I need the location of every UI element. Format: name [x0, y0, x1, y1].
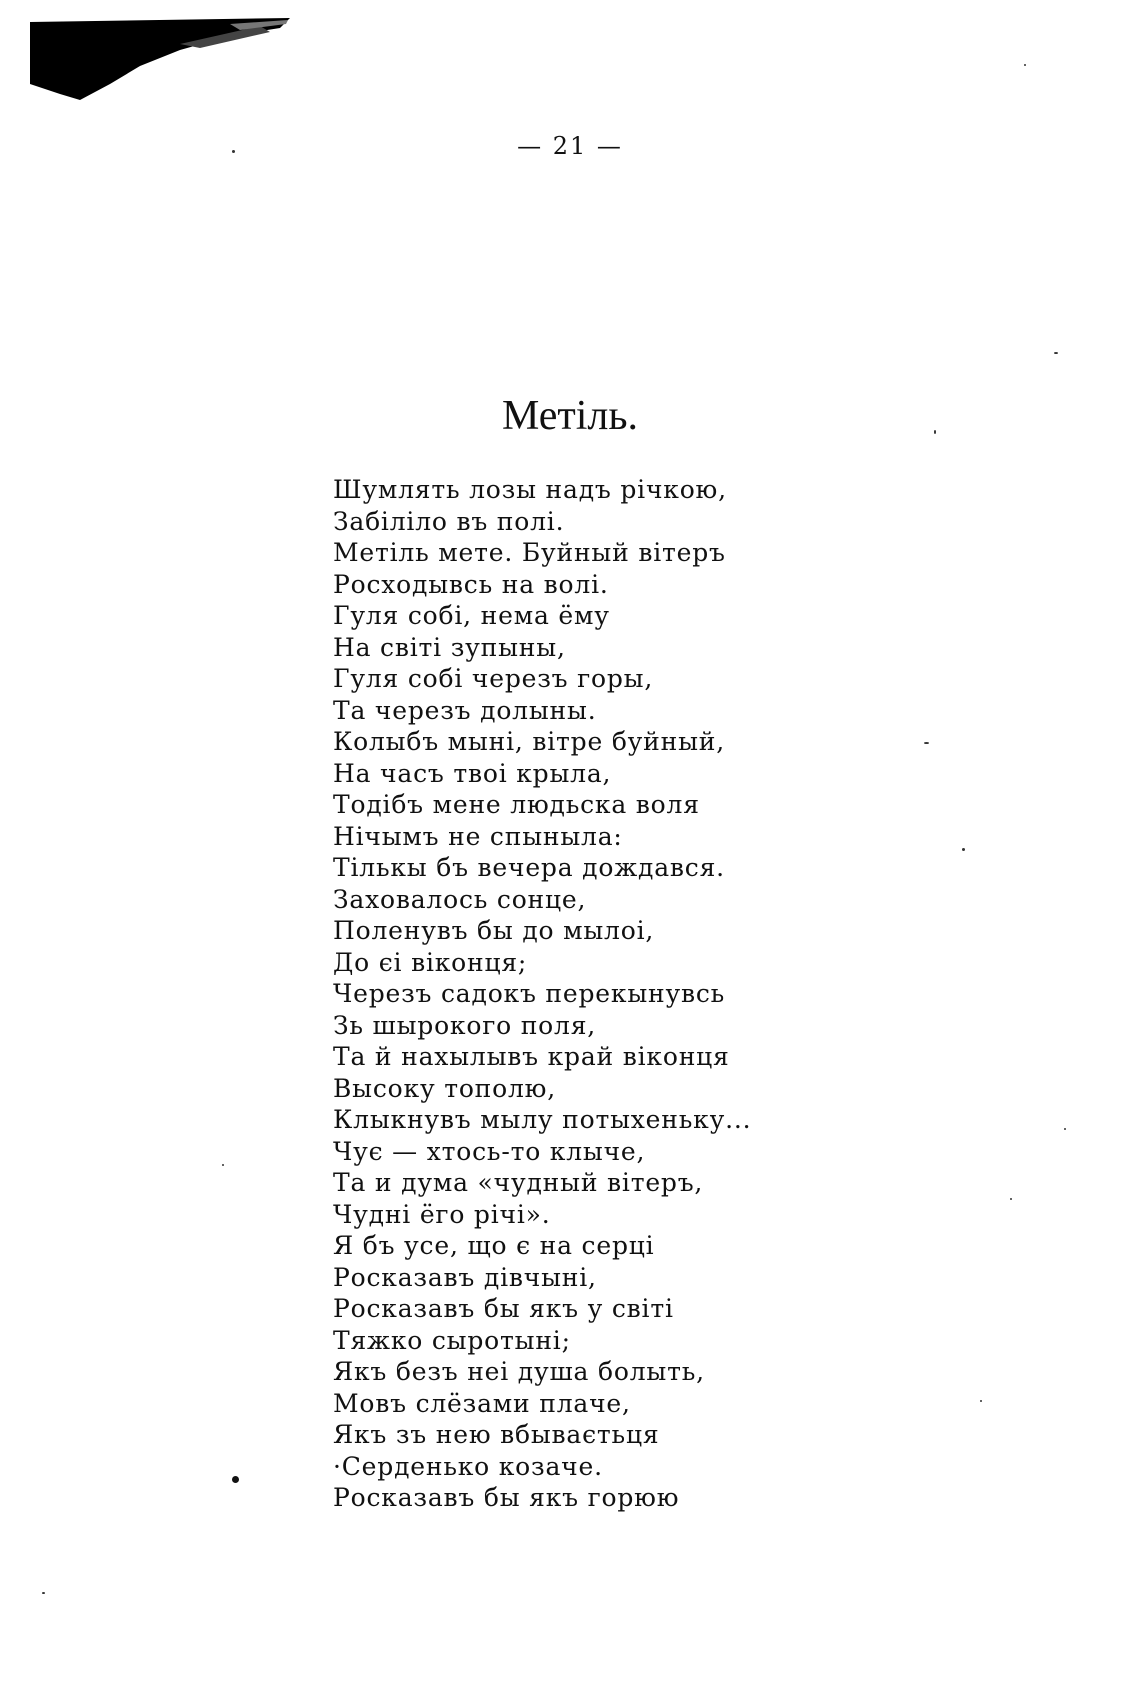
poem-text — [333, 474, 973, 1514]
poem-line: На часъ твоі крыла, — [333, 758, 612, 788]
poem-line: Тількы бъ вечера дождався. — [333, 853, 725, 882]
poem-line: Заховалось сонце, — [333, 884, 587, 914]
poem-line: Росказавъ бы якъ у світі — [333, 1294, 674, 1323]
poem-line: Та й нахылывъ край віконця — [333, 1042, 730, 1071]
page-number: — 21 — — [517, 132, 623, 160]
poem-line: Черезъ садокъ перекынувсь — [333, 979, 726, 1008]
paper-speck — [232, 150, 235, 153]
poem-line: Высоку тополю, — [333, 1073, 556, 1103]
scan-ink-smudge — [30, 14, 290, 104]
poem-line: До єі віконця; — [333, 947, 528, 977]
poem-line: Гуля собі, нема ёму — [333, 601, 610, 630]
margin-ink-dot — [232, 1476, 239, 1483]
poem-line: Якъ зъ нею вбываєтьця — [333, 1420, 660, 1449]
poem-line: Шумлять лозы надъ річкою, — [333, 475, 727, 504]
paper-speck — [980, 1400, 982, 1402]
poem-line: Поленувъ бы до мылоі, — [333, 916, 655, 945]
paper-speck — [222, 1164, 224, 1166]
poem-line: Чудні ёго річі». — [333, 1199, 551, 1229]
poem-line: Тяжко сыротыні; — [333, 1325, 571, 1355]
poem-line: Росказавъ бы якъ горюю — [333, 1483, 680, 1512]
poem-line: Нічымъ не спыныла: — [333, 821, 623, 851]
poem-line: Забіліло въ полі. — [333, 506, 565, 536]
paper-speck — [962, 848, 965, 851]
poem-line: Якъ безъ неі душа болыть, — [333, 1357, 705, 1386]
poem-line: Та и дума «чудный вітеръ, — [333, 1168, 704, 1197]
poem-line: На світі зупыны, — [333, 632, 566, 662]
paper-speck — [1054, 352, 1058, 354]
poem-line: Та черезъ долыны. — [333, 695, 597, 725]
poem-line: Колыбъ мыні, вітре буйный, — [333, 727, 726, 756]
paper-speck — [934, 430, 936, 434]
paper-speck — [1010, 1198, 1012, 1200]
poem-line: Гуля собі черезъ горы, — [333, 664, 654, 693]
poem-title: Метіль. — [501, 393, 639, 439]
poem-line: Метіль мете. Буйный вітеръ — [333, 538, 726, 567]
paper-speck — [1064, 1128, 1066, 1130]
poem-line: Мовъ слёзами плаче, — [333, 1388, 631, 1418]
poem-line: Росходывсь на волі. — [333, 569, 609, 599]
poem-line: Чує — хтось-то клыче, — [333, 1136, 646, 1166]
poem-line: Я бъ усе, що є на серці — [333, 1231, 655, 1260]
paper-speck — [42, 1592, 45, 1594]
paper-speck — [924, 742, 929, 744]
poem-line: Зь шырокого поля, — [333, 1010, 597, 1040]
paper-speck — [1024, 64, 1026, 66]
poem-line: Росказавъ дівчыні, — [333, 1262, 597, 1292]
poem-line: ·Серденько козаче. — [333, 1451, 603, 1481]
poem-line: Тодібъ мене людьска воля — [333, 790, 700, 819]
poem-line: Клыкнувъ мылу потыхеньку... — [333, 1105, 752, 1134]
